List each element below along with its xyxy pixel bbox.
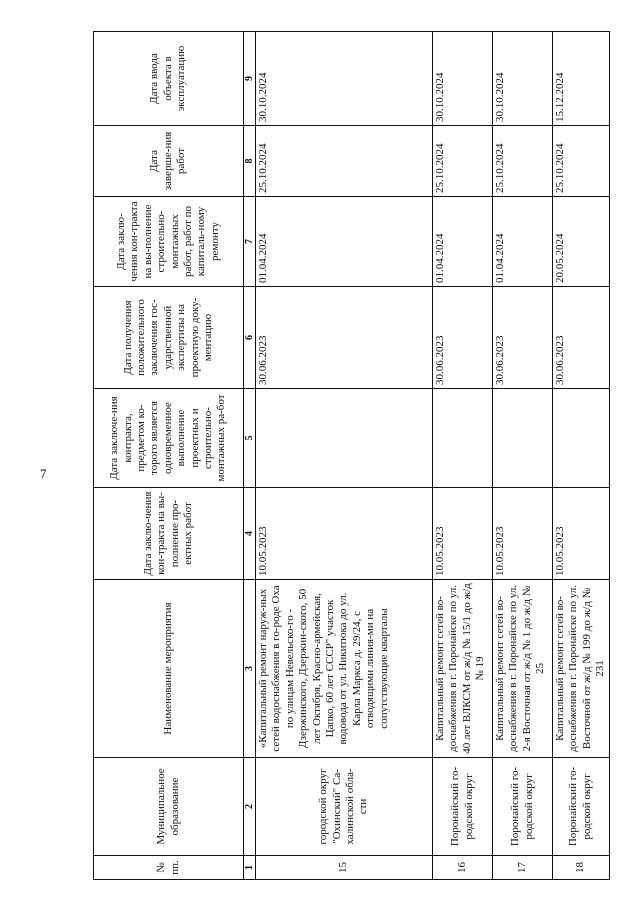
column-index: 4	[244, 488, 256, 580]
column-index: 1	[244, 856, 256, 880]
row-expertise-date: 30.06.2023	[433, 287, 493, 389]
header-construction-contract-date: Дата заклю-чения кон-тракта на вы-полнение строительно-монтажных работ, работ по капиталь-ному ремонту	[94, 197, 244, 287]
column-index: 2	[244, 758, 256, 856]
row-municipality: Поронайский го-родской округ	[493, 758, 553, 856]
row-municipality: Поронайский го-родской округ	[433, 758, 493, 856]
row-completion-date: 25.10.2024	[433, 126, 493, 197]
row-number: 17	[493, 856, 553, 880]
table-row	[433, 32, 493, 880]
row-expertise-date: 30.06.2023	[553, 287, 610, 389]
column-index: 8	[244, 126, 256, 197]
row-completion-date: 25.10.2024	[493, 126, 553, 197]
column-index: 3	[244, 580, 256, 758]
column-index: 6	[244, 287, 256, 389]
row-event-name: Капитальный ремонт сетей во-доснабжения в г. Поронайске по ул. Восточной от ж/д № 199 до ж/д № 231	[553, 580, 610, 758]
row-event-name: «Капитальный ремонт наруж-ных сетей водоснабжения в го-роде Оха по улицам Невельско-го - Дзержинского, Дзержин-ского, 50 лет Октября, Красно-армейская, Цапко, 60 лет СССР" участок водовода от ул. Никитюка до ул. Карла Маркса д. 29/24, с отводящими линия-ми на сопутствующие кварталы	[256, 580, 433, 758]
table-row	[553, 32, 610, 880]
column-index-row	[244, 32, 256, 880]
column-index: 9	[244, 32, 256, 126]
table-row	[256, 32, 433, 880]
column-index: 5	[244, 389, 256, 488]
row-number: 16	[433, 856, 493, 880]
header-municipality: Муниципальное образование	[94, 758, 244, 856]
row-event-name: Капитальный ремонт сетей во-доснабжения в г. Поронайске по ул. 2-я Восточная от ж/д № 1 до ж/д № 25	[493, 580, 553, 758]
row-design-contract-date: 10.05.2023	[493, 488, 553, 580]
row-commissioning-date: 30.10.2024	[433, 32, 493, 126]
header-event-name: Наименование мероприятия	[94, 580, 244, 758]
header-num: № пп.	[94, 856, 244, 880]
rotated-table-container	[93, 32, 608, 880]
row-construction-contract-date: 01.04.2024	[493, 197, 553, 287]
row-commissioning-date: 15.12.2024	[553, 32, 610, 126]
row-number: 18	[553, 856, 610, 880]
row-commissioning-date: 30.10.2024	[493, 32, 553, 126]
row-design-contract-date: 10.05.2023	[256, 488, 433, 580]
header-expertise-date: Дата получения положительного заключения гос-ударственной экспертизы на проектную доку-ментацию	[94, 287, 244, 389]
row-commissioning-date: 30.10.2024	[256, 32, 433, 126]
row-construction-contract-date: 01.04.2024	[256, 197, 433, 287]
row-number: 15	[256, 856, 433, 880]
row-design-contract-date: 10.05.2023	[553, 488, 610, 580]
row-combined-contract-date	[553, 389, 610, 488]
row-event-name: Капитальный ремонт сетей во-доснабжения в г. Поронайске по ул. 40 лет ВЛКСМ от ж/д № 15/1 до ж/д № 19	[433, 580, 493, 758]
row-municipality: Поронайский го-родской округ	[553, 758, 610, 856]
column-index: 7	[244, 197, 256, 287]
header-row	[94, 32, 244, 880]
schedule-table	[93, 31, 610, 880]
row-construction-contract-date: 20.05.2024	[553, 197, 610, 287]
row-design-contract-date: 10.05.2023	[433, 488, 493, 580]
header-commissioning-date: Дата ввода объекта в эксплуатацию	[94, 32, 244, 126]
header-combined-contract-date: Дата заключе-ния контракта, предметом ко-торого является одновременное выполнение проектных и строительно-монтажных ра-бот	[94, 389, 244, 488]
header-completion-date: Дата заверше-ния работ	[94, 126, 244, 197]
row-construction-contract-date: 01.04.2024	[433, 197, 493, 287]
row-combined-contract-date	[256, 389, 433, 488]
row-expertise-date: 30.06.2023	[256, 287, 433, 389]
row-municipality: городской округ "Охинский" Са-халинской обла-сти	[256, 758, 433, 856]
row-combined-contract-date	[493, 389, 553, 488]
row-completion-date: 25.10.2024	[256, 126, 433, 197]
row-completion-date: 25.10.2024	[553, 126, 610, 197]
row-expertise-date: 30.06.2023	[493, 287, 553, 389]
table-row	[493, 32, 553, 880]
page-number: 7	[40, 466, 47, 481]
header-design-contract-date: Дата заклю-чения кон-тракта на вы-полнение про-ектных работ	[94, 488, 244, 580]
row-combined-contract-date	[433, 389, 493, 488]
